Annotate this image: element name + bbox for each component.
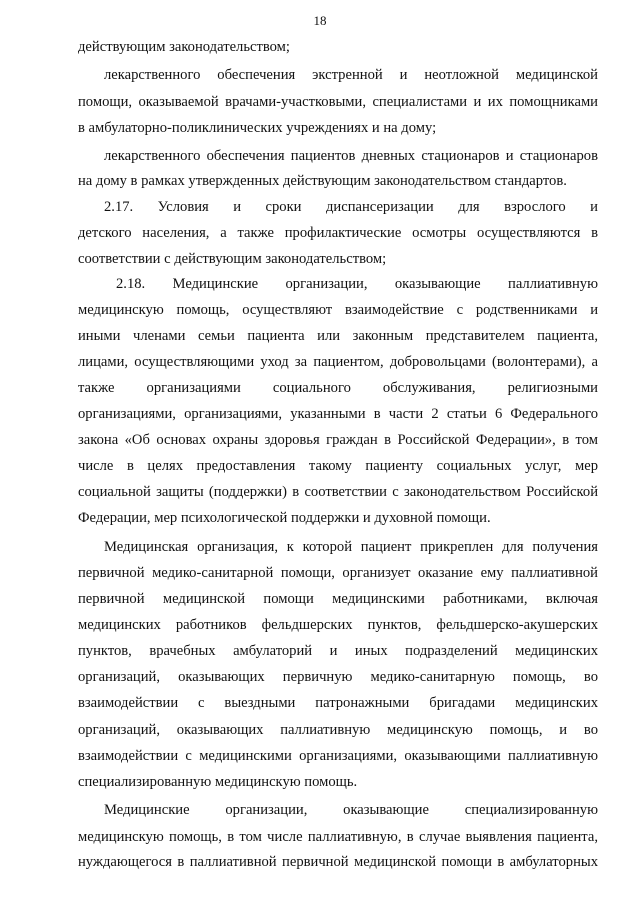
text-line: иными членами семьи пациента или законным представителем пациента,: [78, 328, 598, 344]
text-line: нуждающегося в паллиативной первичной медицинской помощи в амбулаторных: [78, 854, 598, 870]
text-line: специализированную медицинскую помощь.: [78, 774, 358, 790]
text-line: организациями, организациями, указанными в части 2 статьи 6 Федерального: [78, 406, 598, 422]
text-line: в амбулаторно-поликлинических учреждениях и на дому;: [78, 120, 437, 136]
text-line: помощи, оказываемой врачами-участковыми, специалистами и их помощниками: [78, 94, 598, 110]
text-line: Медицинская организация, к которой пациент прикреплен для получения: [104, 539, 598, 555]
text-line: первичной медицинской помощи медицинскими работниками, включая: [78, 591, 598, 607]
text-line: взаимодействии с выездными патронажными бригадами медицинских: [78, 695, 598, 711]
text-line: Федерации, мер психологической поддержки и духовной помощи.: [78, 510, 491, 526]
text-line: организаций, оказывающих паллиативную медицинскую помощь, и во: [78, 722, 598, 738]
text-line: лицами, осуществляющими уход за пациентом, добровольцами (волонтерами), а: [78, 354, 598, 370]
text-line: социальной защиты (поддержки) в соответствии с законодательством Российской: [78, 484, 598, 500]
text-line: также организациями социального обслуживания, религиозными: [78, 380, 598, 396]
text-line: организаций, оказывающих первичную медико-санитарную помощь, во: [78, 669, 598, 685]
text-line: медицинских работников фельдшерских пунктов, фельдшерско-акушерских: [78, 617, 598, 633]
text-line: числе в целях предоставления такому пациенту социальных услуг, мер: [78, 458, 598, 474]
text-line: 2.17. Условия и сроки диспансеризации для взрослого и: [104, 199, 598, 215]
text-line: на дому в рамках утвержденных действующим законодательством стандартов.: [78, 173, 567, 189]
text-line: 2.18. Медицинские организации, оказывающие паллиативную: [116, 276, 598, 292]
text-line: закона «Об основах охраны здоровья граждан в Российской Федерации», в том: [78, 432, 598, 448]
text-line: первичной медико-санитарной помощи, организует оказание ему паллиативной: [78, 565, 598, 581]
text-line: лекарственного обеспечения экстренной и неотложной медицинской: [104, 67, 598, 83]
text-line: пунктов, врачебных амбулаторий и иных подразделений медицинских: [78, 643, 598, 659]
text-line: медицинскую помощь, осуществляют взаимодействие с родственниками и: [78, 302, 598, 318]
text-line: медицинскую помощь, в том числе паллиативную, в случае выявления пациента,: [78, 829, 598, 845]
text-line: лекарственного обеспечения пациентов дневных стационаров и стационаров: [104, 148, 598, 164]
text-line: взаимодействии с медицинскими организациями, оказывающими паллиативную: [78, 748, 598, 764]
text-line: Медицинские организации, оказывающие специализированную: [104, 802, 598, 818]
text-line: детского населения, а также профилактические осмотры осуществляются в: [78, 225, 598, 241]
text-line: соответствии с действующим законодательством;: [78, 251, 387, 267]
text-line: действующим законодательством;: [78, 39, 290, 55]
page-number: 18: [313, 13, 327, 28]
